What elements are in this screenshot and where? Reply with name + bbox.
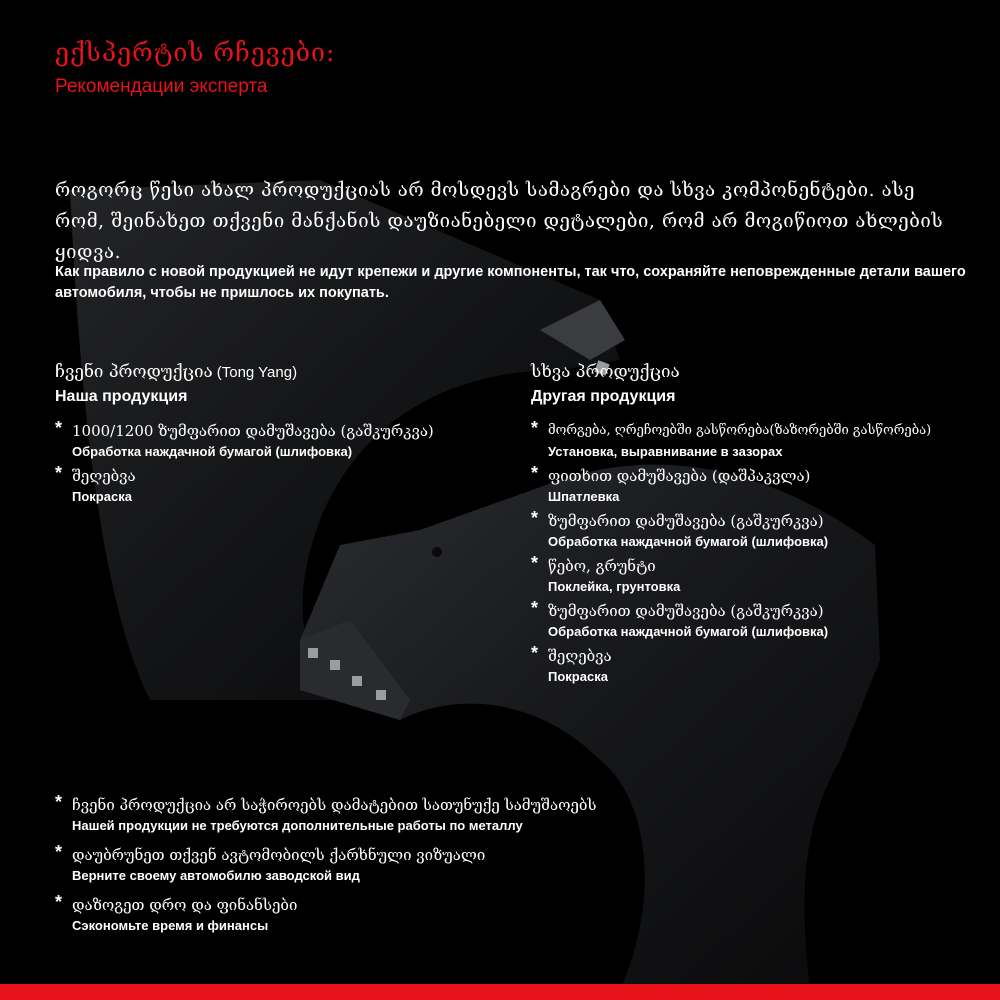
bullet-star-icon: * [55,892,63,912]
our-products-list [55,420,515,506]
item-text-russian: Поклейка, грунтовка [548,579,681,594]
intro-text-georgian: როგორც წესი ახალ პროდუქციას არ მოსდევს სამაგრები და სხვა კომპონენტები. ასე რომ, შეინახეთ თქვენი მანქანის დაუზიანებელი დეტალები, რომ არ მოგიწიოთ ახლების ყიდვა. [55,180,944,263]
benefit-text-georgian: ჩვენი პროდუქცია არ საჭიროებს დამატებით სათუნუქე სამუშაოებს [72,796,597,814]
item-text-georgian: შეღებვა [548,647,612,665]
item-text-georgian: ზუმფარით დამუშავება (გაშკურკვა) [548,512,824,530]
item-text-russian: Покраска [548,669,608,684]
bullet-star-icon: * [55,792,63,812]
item-text-russian: Установка, выравнивание в зазорах [548,444,783,459]
item-text-russian: Покраска [72,489,132,504]
list-item [531,600,996,641]
item-text-georgian: ზუმფარით დამუშავება (გაშკურკვა) [548,602,824,620]
item-text-georgian: 1000/1200 ზუმფარით დამუშავება (გაშკურკვა) [72,422,434,440]
list-item [531,555,996,596]
benefit-text-georgian: დაზოგეთ დრო და ფინანსები [72,896,298,914]
bullet-star-icon: * [55,463,63,483]
benefit-text-russian: Нашей продукции не требуются дополнительные работы по металлу [72,818,523,833]
item-text-russian: Шпатлевка [548,489,620,504]
item-text-russian: Обработка наждачной бумагой (шлифовка) [548,534,829,549]
list-item [531,510,996,551]
bullet-star-icon: * [55,842,63,862]
page-title-georgian: ექსპერტის რჩევები: [55,38,336,67]
intro-text-russian: Как правило с новой продукцией не идут крепежи и другие компоненты, так что, сохраняйте неповрежденные детали вашего автомобиля, чтобы не пришлось их покупать. [55,264,966,301]
benefit-text-russian: Верните своему автомобилю заводской вид [72,868,360,883]
bullet-star-icon: * [55,418,63,438]
item-text-georgian: მორგება, ღრეჩოებში გასწორება(ზაზორებში გასწორება) [548,423,932,438]
item-text-georgian: შეღებვა [72,467,136,485]
item-text-georgian: ფითხით დამუშავება (დაშპაკვლა) [548,467,811,485]
our-products-heading-text: ჩვენი პროდუქცია [55,362,213,382]
other-products-heading-georgian: სხვა პროდუქცია [531,362,680,382]
list-item [531,465,996,506]
other-products-section [531,362,996,690]
bullet-star-icon: * [531,553,539,573]
bullet-star-icon: * [531,418,539,438]
benefit-text-georgian: დაუბრუნეთ თქვენ ავტომობილს ქარხნული ვიზუალი [72,846,486,864]
bullet-star-icon: * [531,463,539,483]
item-text-georgian: წებო, გრუნტი [548,557,656,575]
brand-name: (Tong Yang) [216,364,298,381]
list-item [531,420,996,461]
bullet-star-icon: * [531,598,539,618]
page-title-russian: Рекомендации эксперта [55,76,268,97]
list-item [55,420,515,461]
our-products-heading-georgian [55,362,515,382]
other-products-heading-russian: Другая продукция [531,388,676,405]
list-item [55,794,955,835]
other-products-list [531,420,996,686]
list-item [531,645,996,686]
our-products-section [55,362,515,510]
our-products-heading-russian: Наша продукция [55,388,188,405]
item-text-russian: Обработка наждачной бумагой (шлифовка) [548,624,829,639]
list-item [55,894,955,935]
item-text-russian: Обработка наждачной бумагой (шлифовка) [72,444,353,459]
bottom-accent-bar [0,984,1000,1000]
benefits-list [55,794,955,935]
bullet-star-icon: * [531,508,539,528]
benefits-section [55,794,955,944]
bullet-star-icon: * [531,643,539,663]
benefit-text-russian: Сэкономьте время и финансы [72,918,269,933]
list-item [55,465,515,506]
list-item [55,844,955,885]
